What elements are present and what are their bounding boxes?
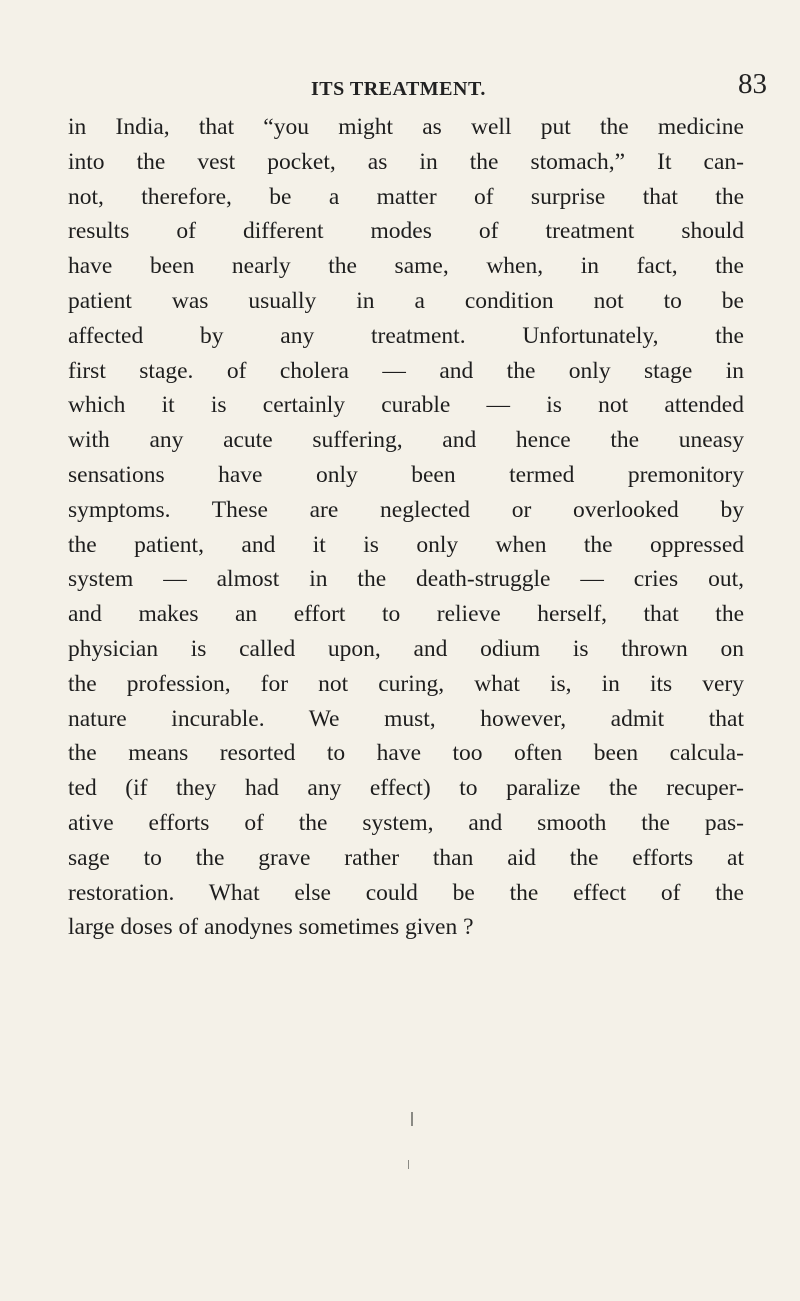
text-line: patient was usually in a condition not to be (68, 287, 744, 314)
text-line: results of different modes of treatment should (68, 218, 744, 245)
text-line: the profession, for not curing, what is, in its very (68, 670, 744, 697)
text-line: with any acute suffering, and hence the uneasy (68, 427, 744, 454)
text-line: symptoms. These are neglected or overlooked by (68, 496, 744, 523)
page-number: 83 (738, 68, 767, 100)
text-line: physician is called upon, and odium is thrown on (68, 635, 744, 662)
text-line: large doses of anodynes sometimes given ? (68, 914, 474, 941)
text-line: into the vest pocket, as in the stomach,” It can- (68, 148, 744, 175)
paper-speck (411, 1112, 413, 1126)
text-line: not, therefore, be a matter of surprise that the (68, 183, 744, 210)
text-line: and makes an effort to relieve herself, that the (68, 601, 744, 628)
text-line: nature incurable. We must, however, admit that (68, 705, 744, 732)
text-line: which it is certainly curable — is not attended (68, 392, 744, 419)
text-line: affected by any treatment. Unfortunately, the (68, 322, 744, 349)
text-line: in India, that “you might as well put the medicine (68, 114, 744, 140)
text-line: the means resorted to have too often been calcula- (68, 740, 744, 767)
text-line: sensations have only been termed premonitory (68, 461, 744, 488)
text-line: have been nearly the same, when, in fact, the (68, 253, 744, 280)
body-paragraph (68, 110, 744, 945)
running-head (0, 68, 800, 110)
text-line: restoration. What else could be the effect of the (68, 879, 744, 906)
text-line: ative efforts of the system, and smooth the pas- (68, 809, 744, 836)
text-line: sage to the grave rather than aid the efforts at (68, 844, 744, 871)
running-title: ITS TREATMENT. (311, 78, 486, 100)
text-line: first stage. of cholera — and the only stage in (68, 357, 744, 384)
paper-speck (408, 1160, 409, 1169)
text-line: ted (if they had any effect) to paralize the recuper- (68, 775, 744, 802)
text-line: the patient, and it is only when the oppressed (68, 531, 744, 558)
text-line: system — almost in the death-struggle — cries out, (68, 566, 744, 593)
